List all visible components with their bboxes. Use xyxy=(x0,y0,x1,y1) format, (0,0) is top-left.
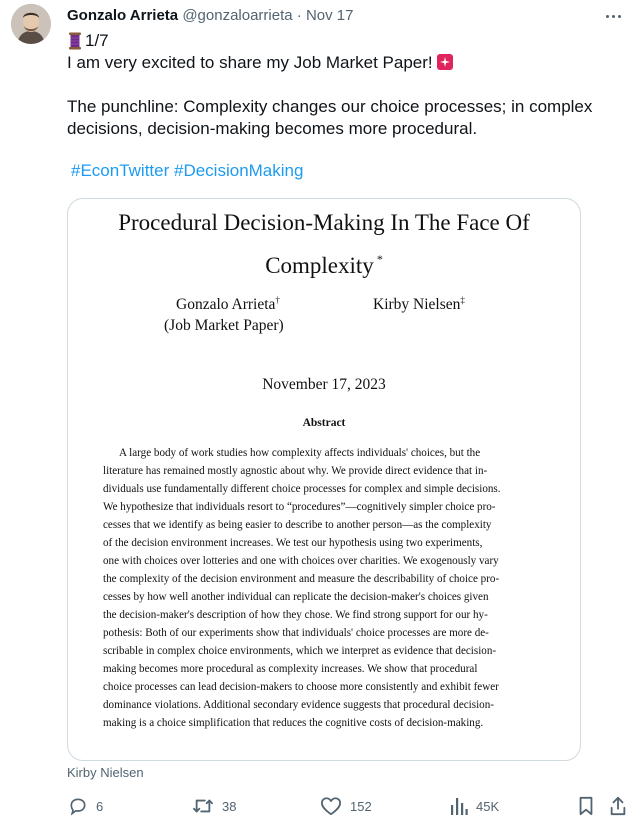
abstract-line: cesses that we identify as being easier to describe to another person—as the complexity xyxy=(103,519,492,531)
abstract-line: A large body of work studies how complexity affects individuals' choices, but the xyxy=(119,447,481,459)
abstract-line: literature has remained mostly agnostic about why. We provide direct evidence that in- xyxy=(103,465,488,477)
paper-author-1 xyxy=(176,290,280,315)
abstract-line: dividuals use fundamentally different choice processes for complex and simple decisions. xyxy=(103,483,501,495)
thread-counter: 1/7 xyxy=(85,31,109,50)
more-dots-icon[interactable] xyxy=(600,6,626,26)
hashtag-decisionmaking[interactable]: #DecisionMaking xyxy=(174,161,304,180)
tweet-text-line-3: decisions, decision-making becomes more procedural. xyxy=(67,119,478,138)
tweet-text-line-2: The punchline: Complexity changes our choice processes; in complex xyxy=(67,97,593,116)
abstract-line: the decision-maker's description of how they chose. We find strong support for our hy- xyxy=(103,609,488,621)
author-handle[interactable]: @gonzaloarrieta xyxy=(182,7,293,24)
avatar[interactable] xyxy=(11,4,51,44)
abstract-line: the complexity of the decision environment and measure the describability of choice pro- xyxy=(103,573,500,585)
paper-image xyxy=(68,199,580,760)
action-bar xyxy=(64,794,624,818)
paper-title-line-1: Procedural Decision-Making In The Face Of xyxy=(118,210,530,235)
abstract-line: cesses by how well another individual can replicate the decision-maker's choices given xyxy=(103,591,489,603)
abstract-line: choice processes can lead decision-makers to choose more consistently and exhibit fewer xyxy=(103,681,499,693)
abstract-heading: Abstract xyxy=(302,417,346,429)
paper-author-1-name: Gonzalo Arrieta xyxy=(176,296,276,313)
paper-title xyxy=(68,205,580,284)
abstract-line: making becomes more procedural as complexity increases. We show that procedural xyxy=(103,663,478,675)
tweet-text-line-1: I am very excited to share my Job Market Paper! xyxy=(67,53,433,72)
abstract-line: dominance violations. Additional secondary evidence suggests that procedural decision- xyxy=(103,699,494,711)
tweet-line-1 xyxy=(67,52,612,74)
hashtags-line xyxy=(67,160,612,182)
attached-image-card[interactable] xyxy=(67,198,581,761)
meta-separator: · xyxy=(296,7,302,24)
abstract-line: one with choices over lotteries and one with choices over charities. We exogenously vary xyxy=(103,555,499,567)
paper-author-2 xyxy=(373,290,465,315)
paper-author-1-mark: † xyxy=(275,295,280,305)
repost-count: 38 xyxy=(222,798,237,814)
views-button[interactable] xyxy=(450,794,499,818)
abstract-line: scribable in complex choice environments, which we interpret as evidence that decision- xyxy=(103,645,497,657)
image-caption[interactable]: Kirby Nielsen xyxy=(67,765,144,780)
tweet-header xyxy=(67,6,353,26)
paper-title-line-2: Complexity xyxy=(265,253,374,278)
paper-title-line-2-wrap xyxy=(68,241,580,284)
author-name[interactable]: Gonzalo Arrieta xyxy=(67,7,179,24)
bookmark-icon xyxy=(577,796,595,816)
bar-chart-icon xyxy=(450,796,468,816)
alarm-emoji-icon xyxy=(436,53,454,71)
tweet-text xyxy=(67,30,612,182)
repost-button[interactable] xyxy=(192,794,236,818)
paper-date: November 17, 2023 xyxy=(262,376,386,393)
thread-emoji-icon xyxy=(67,32,83,50)
abstract-text xyxy=(103,444,561,732)
share-button[interactable] xyxy=(609,794,627,818)
reply-button[interactable] xyxy=(68,794,103,818)
bookmark-button[interactable] xyxy=(577,794,595,818)
reply-count: 6 xyxy=(96,798,104,814)
abstract-line: We hypothesize that individuals resort to “procedures”—cognitively simpler choice pro- xyxy=(103,501,496,513)
abstract-line: pothesis: Both of our experiments show that individuals' choice processes are more de- xyxy=(103,627,489,639)
like-count: 152 xyxy=(350,798,372,814)
paper-title-mark: * xyxy=(376,252,383,266)
paper-author-2-name: Kirby Nielsen xyxy=(373,296,461,313)
abstract-line: making is a choice simplification that reduces the cognitive costs of decision-making. xyxy=(103,717,484,729)
share-upload-icon xyxy=(609,796,627,816)
paper-author-2-mark: ‡ xyxy=(460,295,465,305)
repost-arrows-icon xyxy=(192,796,214,816)
like-button[interactable] xyxy=(320,794,372,818)
thread-counter-line xyxy=(67,30,612,52)
speech-bubble-icon xyxy=(68,796,88,816)
tweet-date[interactable]: Nov 17 xyxy=(305,7,354,24)
paper-author-1-note: (Job Market Paper) xyxy=(164,317,284,334)
hashtag-econtwitter[interactable]: #EconTwitter xyxy=(71,161,170,180)
abstract-line: of the decision environment increases. We test our hypothesis using two experiments, xyxy=(103,537,483,549)
views-count: 45K xyxy=(476,798,500,814)
heart-icon xyxy=(320,796,342,816)
